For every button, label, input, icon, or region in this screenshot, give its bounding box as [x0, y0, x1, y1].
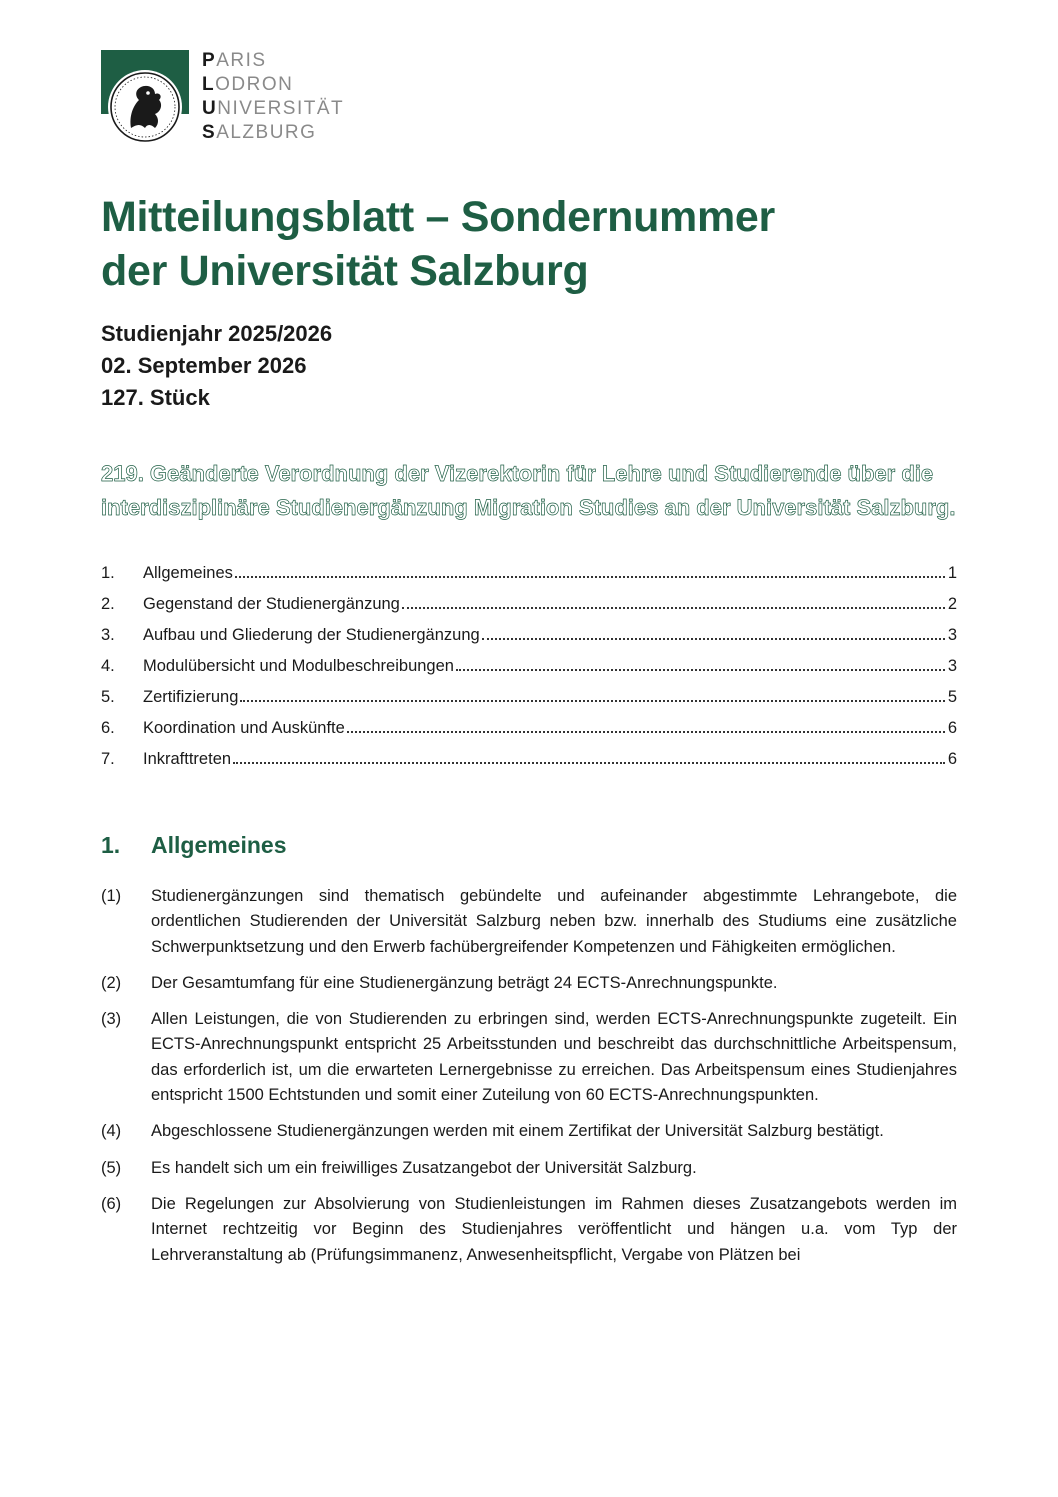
paragraph-number: (3): [101, 1010, 122, 1029]
paragraph-number: (5): [101, 1158, 122, 1177]
toc-number: 6.: [101, 719, 115, 737]
paragraph-text: Es handelt sich um ein freiwilliges Zusatzangebot der Universität Salzburg.: [151, 1158, 697, 1177]
ordinance-line-2: interdisziplinäre Studienergänzung Migration Studies an der Universität Salzburg.: [101, 495, 956, 520]
table-of-contents: [101, 552, 957, 769]
paragraph-number: (6): [101, 1194, 122, 1213]
toc-label: Koordination und Auskünfte: [143, 719, 345, 737]
toc-page-number: 6: [947, 719, 957, 737]
logo-word-universitaet: UNIVERSITÄT: [202, 98, 345, 119]
logo-word-salzburg: SALZBURG: [202, 122, 317, 143]
toc-page-number: 6: [947, 750, 957, 768]
paragraph-text: Studienergänzungen sind thematisch gebündelte und aufeinander abgestimmte Lehrangebote, die ordentlichen Studierenden der Universität Salzburg neben bzw. innerhalb des Studiums eine zusätzliche Schwerpunktsetzung und den Erwerb fachübergreifender Kompetenzen und Fähigkeiten ermöglichen.: [151, 887, 957, 956]
toc-number: 3.: [101, 626, 115, 644]
toc-page-number: 3: [947, 657, 957, 675]
university-logo: [101, 50, 361, 146]
toc-entry[interactable]: [101, 707, 957, 738]
section-heading: [101, 830, 287, 860]
toc-number: 7.: [101, 750, 115, 768]
academic-year: Studienjahr 2025/2026: [101, 321, 333, 346]
toc-number: 4.: [101, 657, 115, 675]
paragraph: [101, 971, 957, 996]
paragraph-text: Die Regelungen zur Absolvierung von Studienleistungen im Rahmen dieses Zusatzangebots werden im Internet rechtzeitig vor Beginn des Studienjahres veröffentlicht und hängen u.a. vom Typ der Lehrveranstaltung ab (Prüfungsimmanenz, Anwesenheitspflicht, Vergabe von Plätzen bei: [151, 1194, 957, 1264]
ordinance-line-1: 219. Geänderte Verordnung der Vizerektorin für Lehre und Studierende über die: [101, 461, 934, 486]
toc-page-number: 1: [947, 564, 957, 582]
toc-leader-dots: [456, 669, 945, 671]
paragraph: [101, 1119, 957, 1144]
toc-entry[interactable]: [101, 676, 957, 707]
toc-leader-dots: [347, 731, 945, 733]
issue-date: 02. September 2026: [101, 353, 307, 378]
issue-meta: [101, 318, 332, 414]
toc-label: Modulübersicht und Modulbeschreibungen: [143, 657, 454, 675]
toc-label: Aufbau und Gliederung der Studienergänzung: [143, 626, 480, 644]
toc-label: Allgemeines: [143, 564, 233, 582]
toc-leader-dots: [402, 607, 945, 609]
toc-leader-dots: [233, 762, 945, 764]
toc-leader-dots: [240, 700, 944, 702]
paragraph-number: (1): [101, 887, 122, 905]
toc-number: 2.: [101, 595, 115, 613]
toc-label: Zertifizierung: [143, 688, 239, 706]
toc-label: Gegenstand der Studienergänzung: [143, 595, 400, 613]
section-number: 1.: [101, 832, 121, 858]
toc-leader-dots: [482, 638, 945, 640]
toc-page-number: 2: [947, 595, 957, 613]
paragraph-number: (4): [101, 1122, 122, 1141]
toc-leader-dots: [235, 576, 945, 578]
page-title: [101, 190, 775, 298]
toc-entry[interactable]: [101, 583, 957, 614]
section-title: Allgemeines: [151, 832, 287, 858]
toc-entry[interactable]: [101, 552, 957, 583]
paragraph: [101, 1156, 957, 1181]
toc-number: 1.: [101, 564, 115, 582]
toc-page-number: 3: [947, 626, 957, 644]
toc-page-number: 5: [947, 688, 957, 706]
toc-entry[interactable]: [101, 645, 957, 676]
paragraph: [101, 1192, 957, 1268]
paragraph-text: Abgeschlossene Studienergänzungen werden mit einem Zertifikat der Universität Salzburg bestätigt.: [151, 1122, 884, 1141]
university-seal-icon: [101, 50, 189, 146]
paragraph-text: Allen Leistungen, die von Studierenden zu erbringen sind, werden ECTS-Anrechnungspunkte zugeteilt. Ein ECTS-Anrechnungspunkt entspricht 25 Arbeitsstunden und beschreibt das durchschnittliche Arbeitspensum, das erforderlich ist, um die erwarteten Lernergebnisse zu erreichen. Das Arbeitspensum eines Studienjahres entspricht 1500 Echtstunden und somit einer Zuteilung von 60 ECTS-Anrechnungspunkten.: [151, 1010, 957, 1105]
toc-number: 5.: [101, 688, 115, 706]
title-line-2: der Universität Salzburg: [101, 247, 589, 295]
paragraph-number: (2): [101, 973, 122, 992]
title-line-1: Mitteilungsblatt – Sondernummer: [101, 193, 775, 241]
paragraph-text: Der Gesamtumfang für eine Studienergänzung beträgt 24 ECTS-Anrechnungspunkte.: [151, 973, 778, 992]
toc-entry[interactable]: [101, 738, 957, 769]
toc-entry[interactable]: [101, 614, 957, 645]
logo-word-paris: PARIS: [202, 50, 267, 71]
issue-number: 127. Stück: [101, 385, 210, 410]
logo-word-lodron: LODRON: [202, 74, 294, 95]
ordinance-title: [101, 457, 961, 525]
paragraph: [101, 1007, 957, 1108]
section-body: [101, 884, 957, 1279]
toc-label: Inkrafttreten: [143, 750, 232, 768]
paragraph: [101, 884, 957, 960]
